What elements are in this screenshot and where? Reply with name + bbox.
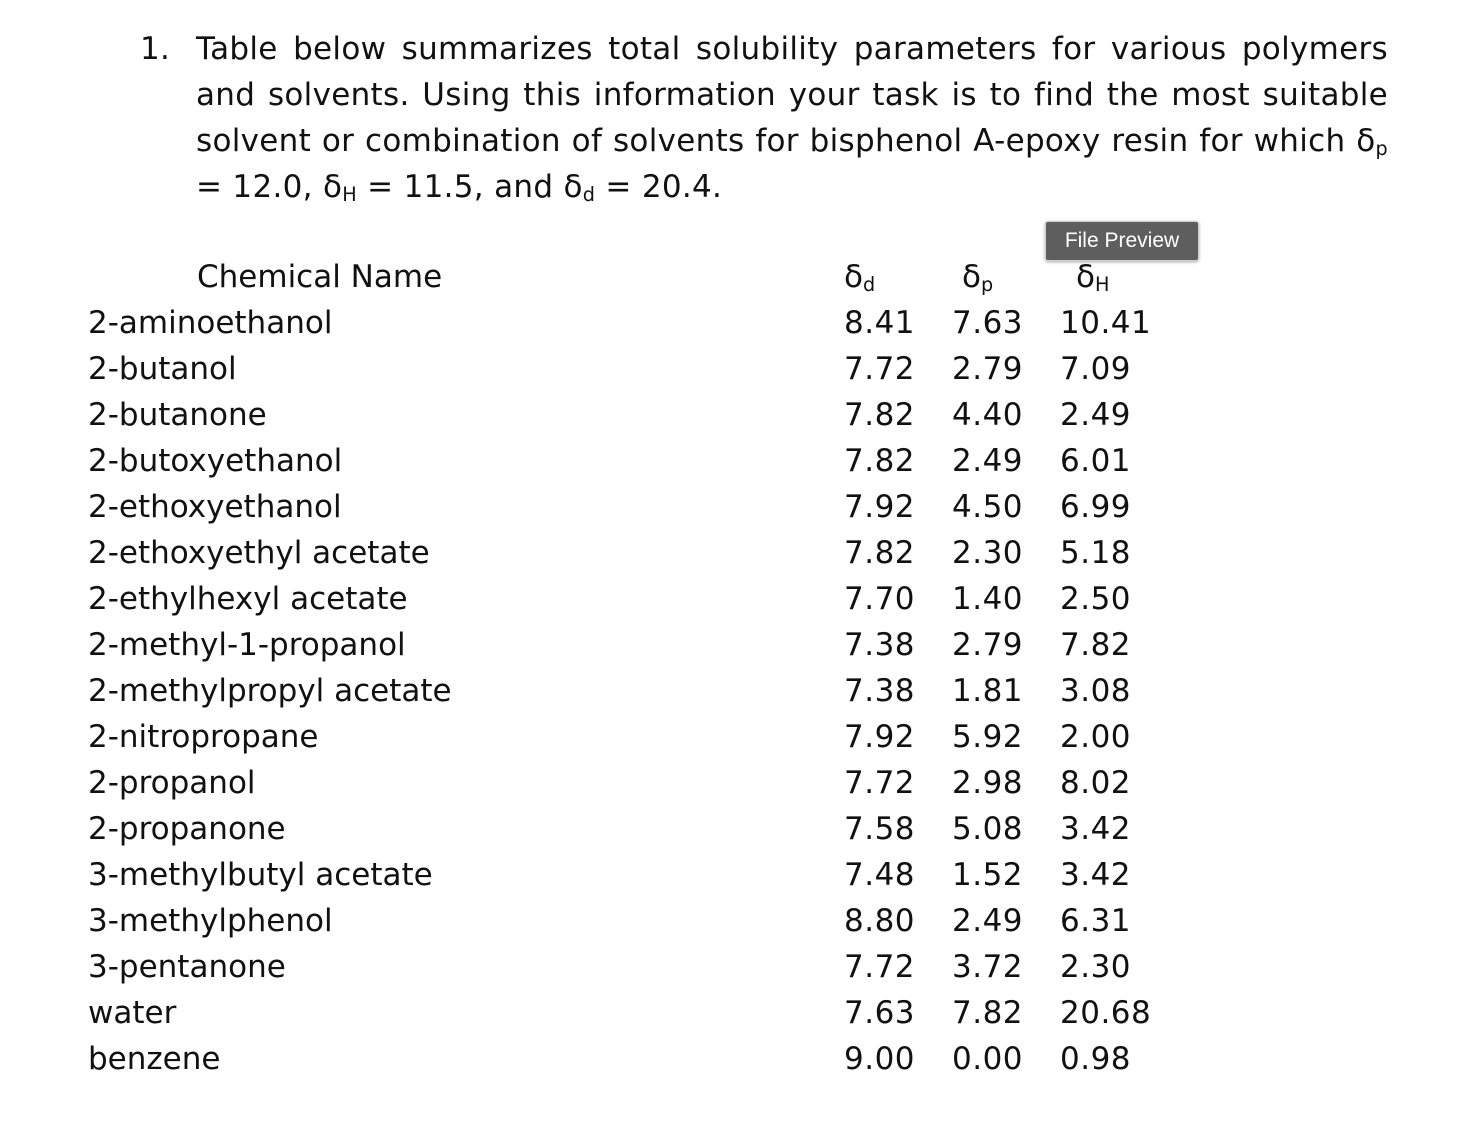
delta-p-value: 2.30	[952, 535, 1024, 571]
delta-d-value: 8.41	[844, 305, 916, 341]
delta-p-value: 5.92	[952, 719, 1024, 755]
table-row	[0, 484, 1484, 530]
delta-d-value: 7.72	[844, 351, 916, 387]
question-sub-p: p	[1375, 137, 1388, 161]
delta-d-value: 7.72	[844, 765, 916, 801]
delta-p-value: 7.63	[952, 305, 1024, 341]
delta-h-value: 5.18	[1060, 535, 1132, 571]
chemical-name: 3-methylphenol	[88, 903, 333, 939]
table-row	[0, 1036, 1484, 1082]
question-sub-d: d	[582, 183, 596, 207]
delta-p-value: 1.40	[952, 581, 1024, 617]
table-row	[0, 530, 1484, 576]
delta-d-value: 9.00	[844, 1041, 916, 1077]
chemical-name: 2-ethoxyethanol	[88, 489, 342, 525]
delta-h-value: 7.82	[1060, 627, 1132, 663]
header-chemical-name: Chemical Name	[197, 259, 443, 295]
table-row	[0, 346, 1484, 392]
delta-h-value: 2.00	[1060, 719, 1132, 755]
chemical-name: 2-nitropropane	[88, 719, 319, 755]
delta-h-value: 2.30	[1060, 949, 1132, 985]
delta-d-value: 8.80	[844, 903, 916, 939]
delta-d-value: 7.82	[844, 535, 916, 571]
file-preview-tooltip: File Preview	[1045, 221, 1199, 261]
delta-d-value: 7.58	[844, 811, 916, 847]
chemical-name: 3-pentanone	[88, 949, 286, 985]
question-text-part1: Table below summarizes total solubility parameters for various polymers and solvents. Using this information your task is to find the most suitable solvent or combination of solvents for bisphenol A-epoxy resin for which δ	[196, 31, 1388, 159]
chemical-name: benzene	[88, 1041, 221, 1077]
header-delta-p-symbol: δ	[962, 259, 981, 295]
delta-h-value: 2.50	[1060, 581, 1132, 617]
chemical-name: 2-methyl-1-propanol	[88, 627, 406, 663]
question-text-part2: = 12.0, δ	[196, 169, 343, 205]
delta-p-value: 4.40	[952, 397, 1024, 433]
delta-h-value: 6.99	[1060, 489, 1132, 525]
delta-p-value: 7.82	[952, 995, 1024, 1031]
table-row	[0, 944, 1484, 990]
delta-h-value: 3.08	[1060, 673, 1132, 709]
chemical-name: 2-ethoxyethyl acetate	[88, 535, 430, 571]
chemical-name: 2-aminoethanol	[88, 305, 333, 341]
delta-d-value: 7.38	[844, 673, 916, 709]
table-row	[0, 668, 1484, 714]
question-text-part3: = 11.5, and δ	[356, 169, 583, 205]
table-row	[0, 898, 1484, 944]
table-row	[0, 300, 1484, 346]
header-delta-h-symbol: δ	[1076, 259, 1095, 295]
delta-h-value: 10.41	[1060, 305, 1152, 341]
delta-p-value: 3.72	[952, 949, 1024, 985]
delta-p-value: 2.79	[952, 351, 1024, 387]
table-row	[0, 576, 1484, 622]
delta-p-value: 2.49	[952, 903, 1024, 939]
delta-p-value: 1.81	[952, 673, 1024, 709]
chemical-name: 2-butanone	[88, 397, 267, 433]
delta-d-value: 7.38	[844, 627, 916, 663]
header-delta-p-sub: p	[980, 273, 994, 297]
table-row	[0, 990, 1484, 1036]
delta-h-value: 3.42	[1060, 811, 1132, 847]
solvent-table	[0, 300, 1484, 1082]
delta-h-value: 8.02	[1060, 765, 1132, 801]
delta-h-value: 0.98	[1060, 1041, 1132, 1077]
delta-h-value: 2.49	[1060, 397, 1132, 433]
table-row	[0, 806, 1484, 852]
header-delta-d-sub: d	[862, 273, 876, 297]
chemical-name: 3-methylbutyl acetate	[88, 857, 433, 893]
header-delta-h	[1076, 254, 1109, 300]
header-delta-h-sub: H	[1094, 273, 1110, 297]
question-sub-h: H	[342, 183, 357, 207]
table-row	[0, 622, 1484, 668]
delta-p-value: 4.50	[952, 489, 1024, 525]
chemical-name: water	[88, 995, 177, 1031]
delta-d-value: 7.92	[844, 489, 916, 525]
header-delta-d-symbol: δ	[844, 259, 863, 295]
delta-d-value: 7.63	[844, 995, 916, 1031]
header-delta-d	[844, 254, 875, 300]
chemical-name: 2-methylpropyl acetate	[88, 673, 452, 709]
delta-h-value: 7.09	[1060, 351, 1132, 387]
delta-d-value: 7.48	[844, 857, 916, 893]
delta-p-value: 1.52	[952, 857, 1024, 893]
delta-p-value: 0.00	[952, 1041, 1024, 1077]
table-row	[0, 392, 1484, 438]
chemical-name: 2-butanol	[88, 351, 237, 387]
table-row	[0, 438, 1484, 484]
delta-d-value: 7.72	[844, 949, 916, 985]
header-delta-p	[962, 254, 993, 300]
question-text	[196, 26, 1388, 210]
delta-d-value: 7.82	[844, 397, 916, 433]
delta-h-value: 6.01	[1060, 443, 1132, 479]
delta-p-value: 5.08	[952, 811, 1024, 847]
delta-d-value: 7.70	[844, 581, 916, 617]
delta-p-value: 2.98	[952, 765, 1024, 801]
delta-d-value: 7.92	[844, 719, 916, 755]
delta-p-value: 2.49	[952, 443, 1024, 479]
delta-p-value: 2.79	[952, 627, 1024, 663]
question-text-part4: = 20.4.	[595, 169, 723, 205]
chemical-name: 2-ethylhexyl acetate	[88, 581, 408, 617]
chemical-name: 2-propanone	[88, 811, 286, 847]
delta-h-value: 3.42	[1060, 857, 1132, 893]
question-number: 1.	[140, 31, 171, 67]
delta-d-value: 7.82	[844, 443, 916, 479]
table-row	[0, 760, 1484, 806]
chemical-name: 2-butoxyethanol	[88, 443, 343, 479]
table-row	[0, 714, 1484, 760]
chemical-name: 2-propanol	[88, 765, 256, 801]
delta-h-value: 20.68	[1060, 995, 1152, 1031]
table-row	[0, 852, 1484, 898]
delta-h-value: 6.31	[1060, 903, 1132, 939]
